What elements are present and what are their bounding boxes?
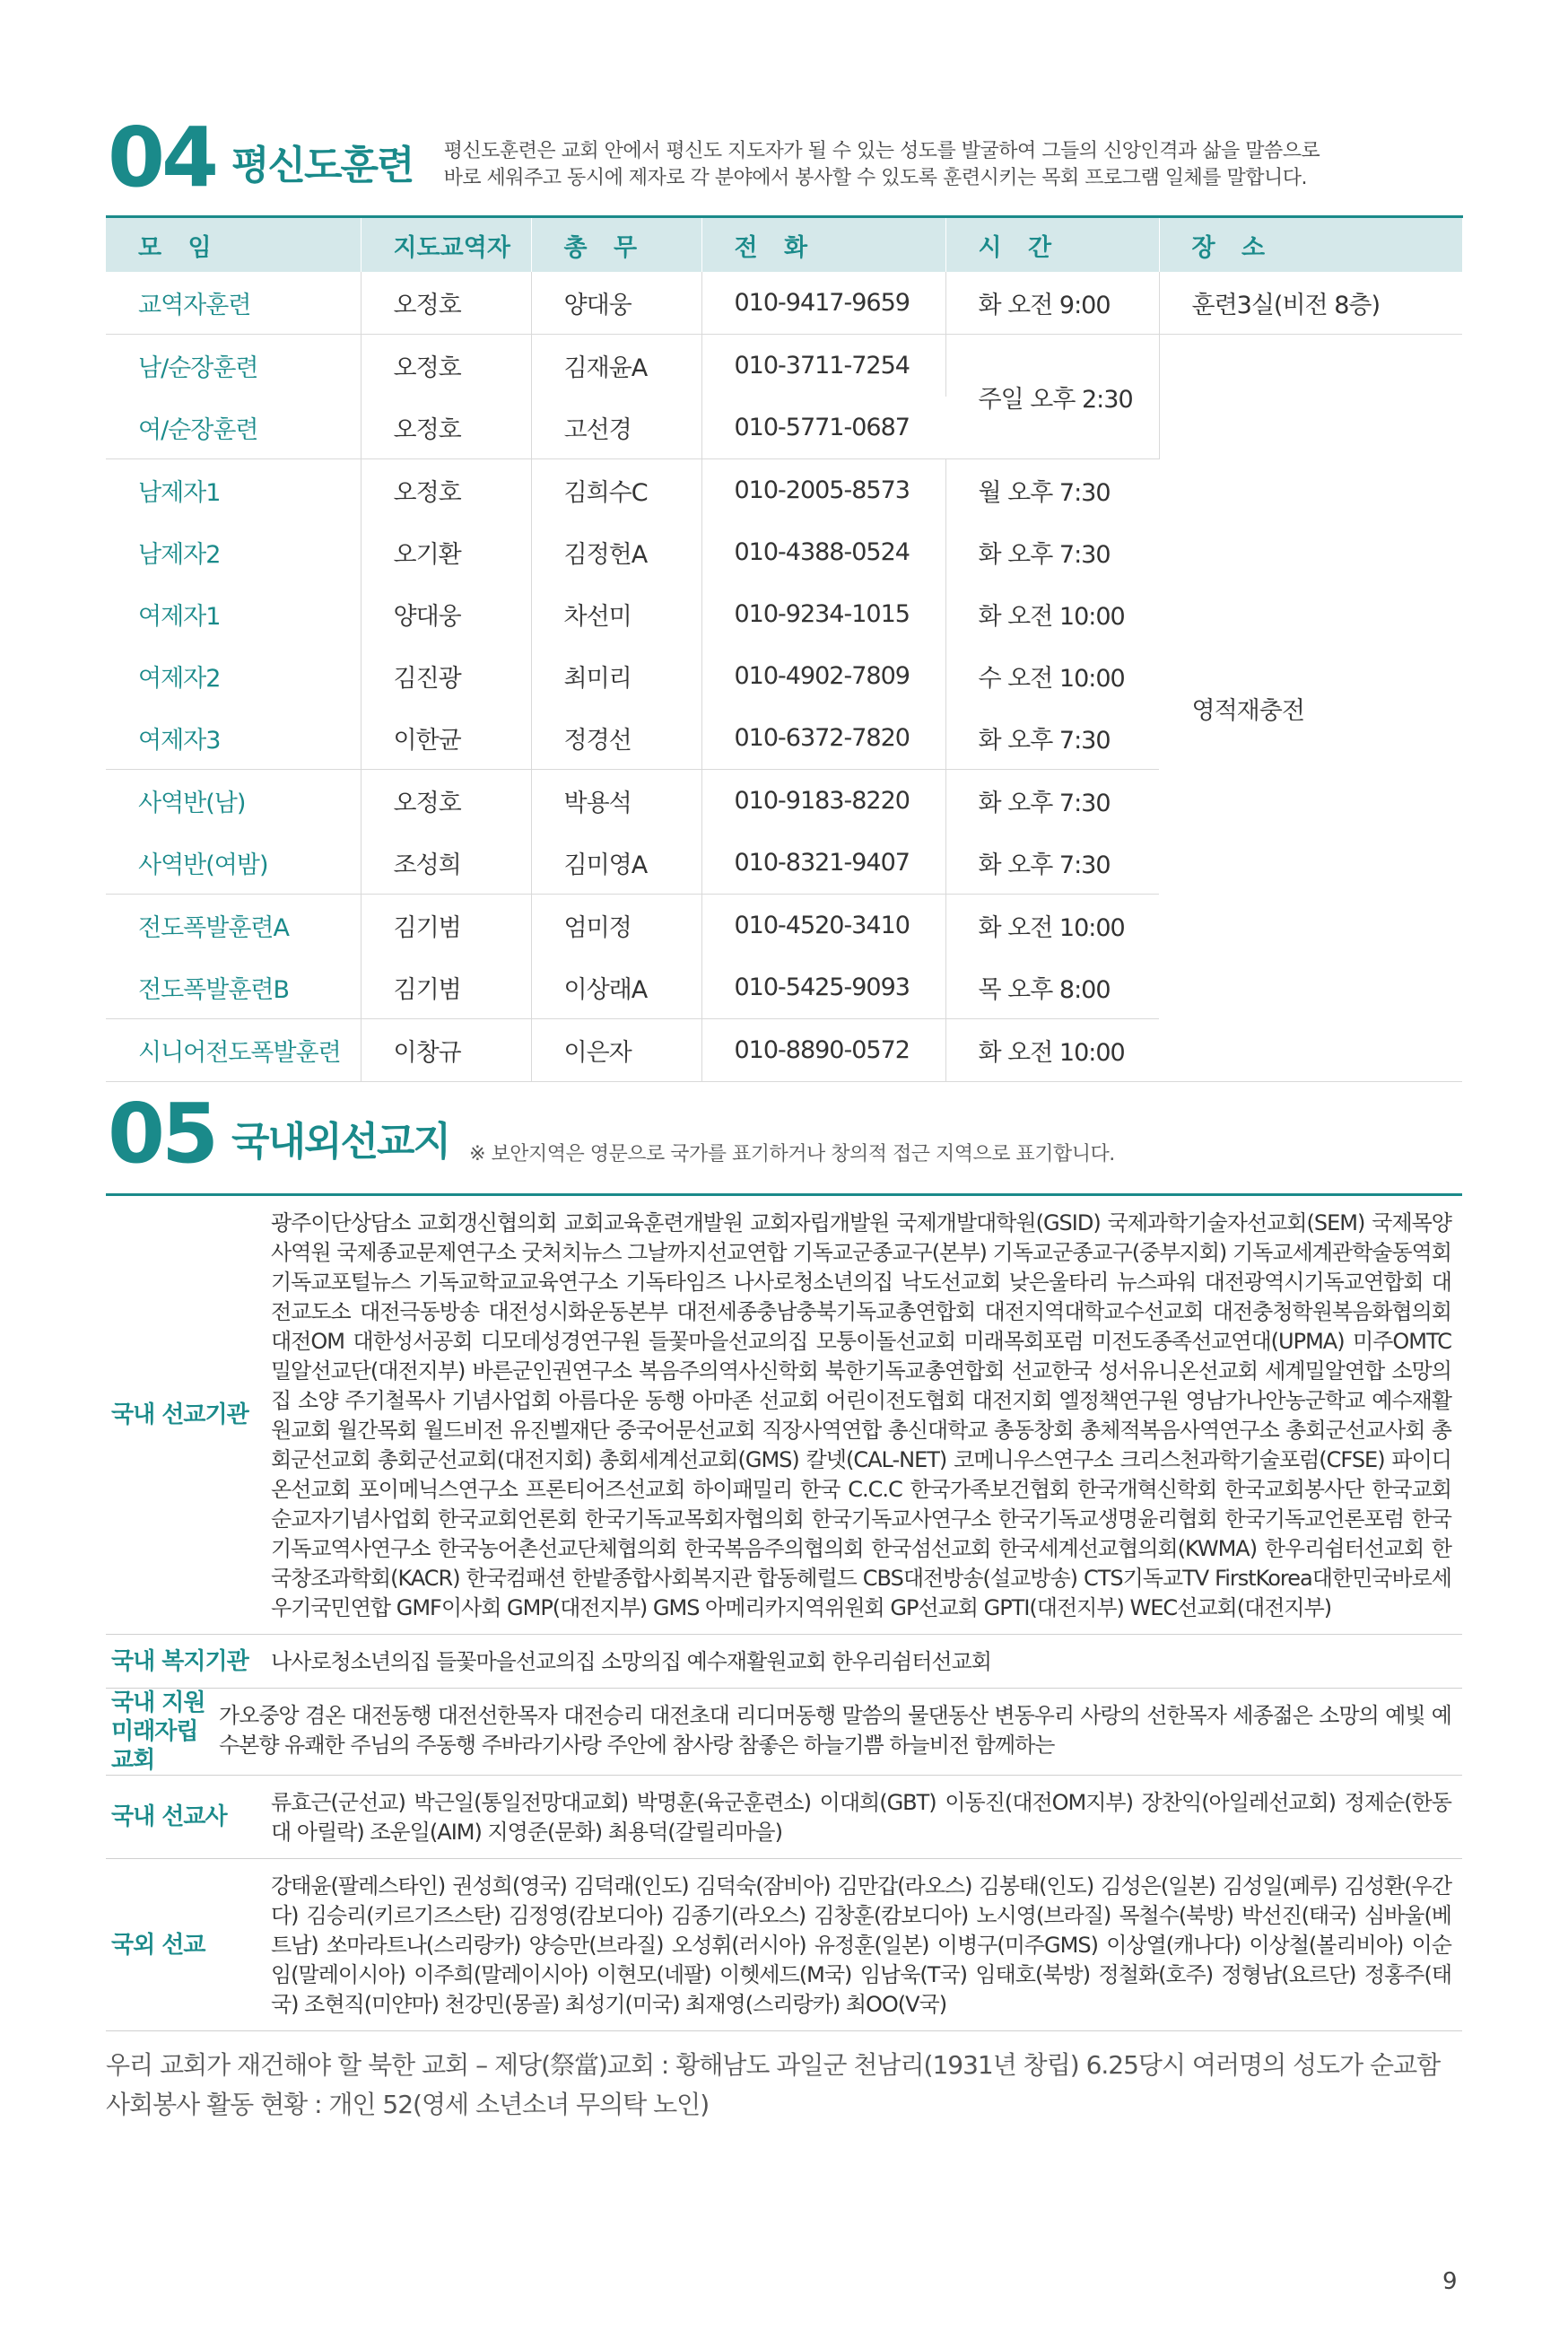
meeting-name: 남제자2 xyxy=(106,521,361,583)
mission-row xyxy=(106,1635,1462,1689)
phone-number: 010-4902-7809 xyxy=(701,645,945,707)
section-number: 04 xyxy=(108,109,216,205)
leader-name: 오정호 xyxy=(361,272,531,335)
meeting-name: 사역반(여밤) xyxy=(106,832,361,895)
phone-number: 010-5771-0687 xyxy=(701,397,945,459)
phone-number: 010-9183-8220 xyxy=(701,770,945,833)
meeting-time: 화 오전 10:00 xyxy=(945,1019,1159,1082)
mission-row xyxy=(106,1776,1462,1859)
meeting-time: 화 오후 7:30 xyxy=(945,707,1159,770)
phone-number: 010-6372-7820 xyxy=(701,707,945,770)
section-number: 05 xyxy=(108,1086,216,1182)
leader-name: 오정호 xyxy=(361,459,531,522)
header-location: 장 소 xyxy=(1159,217,1462,273)
training-table xyxy=(106,215,1463,1082)
manager-name: 박용석 xyxy=(531,770,701,833)
header-leader: 지도교역자 xyxy=(361,217,531,273)
mission-row xyxy=(106,1859,1462,2031)
header-time: 시 간 xyxy=(945,217,1159,273)
meeting-name: 남제자1 xyxy=(106,459,361,522)
table-header-row xyxy=(106,217,1462,273)
meeting-name: 남/순장훈련 xyxy=(106,335,361,397)
manager-name: 김희수C xyxy=(531,459,701,522)
leader-name: 오정호 xyxy=(361,770,531,833)
section-title: 국내외선교지 xyxy=(231,1119,450,1165)
meeting-time: 화 오전 10:00 xyxy=(978,603,1125,631)
page-number: 9 xyxy=(1442,2268,1458,2295)
footer-social-service: 사회봉사 활동 현황 : 개인 52(영세 소년소녀 무의탁 노인) xyxy=(106,2090,710,2119)
meeting-location: 훈련3실(비전 8층) xyxy=(1159,272,1462,335)
leader-name: 이한균 xyxy=(361,707,531,770)
mission-row xyxy=(106,1689,1462,1776)
manager-name: 이상래A xyxy=(531,956,701,1019)
mission-category-label: 국내 선교사 xyxy=(111,1803,227,1830)
leader-name: 김진광 xyxy=(361,645,531,707)
phone-number: 010-4520-3410 xyxy=(701,895,945,957)
phone-number: 010-9417-9659 xyxy=(701,272,945,335)
header-manager: 총 무 xyxy=(531,217,701,273)
meeting-name: 전도폭발훈련B xyxy=(106,956,361,1019)
leader-name: 김기범 xyxy=(361,956,531,1019)
meeting-time: 화 오전 10:00 xyxy=(978,914,1125,942)
meeting-name: 여제자3 xyxy=(106,707,361,770)
manager-name: 김정헌A xyxy=(531,521,701,583)
phone-number: 010-3711-7254 xyxy=(701,335,945,397)
meeting-time: 화 오전 9:00 xyxy=(945,272,1159,335)
section-05-header xyxy=(108,1086,1115,1182)
meeting-location: 영적재충전 xyxy=(1159,335,1462,1082)
meeting-name: 사역반(남) xyxy=(106,770,361,833)
mission-category-label: 국외 선교 xyxy=(111,1931,205,1959)
header-meeting: 모 임 xyxy=(106,217,361,273)
mission-category-list: 강태윤(팔레스타인) 권성희(영국) 김덕래(인도) 김덕숙(잠비아) 김만갑(라오스) 김봉태(인도) 김성은(일본) 김성일(페루) 김성환(우간다) 김승리(키르기즈스탄) 김정영(캄보디아) 김종기(라오스) 김창훈(캄보디아) 노시영(브라질) 목철수(북방) 박선진(태국) 심바울(베트남) 쏘마라트나(스리랑카) 양승만(브라질) 오성휘(러시아) 유정훈(일본) 이병구(미주GMS) 이상열(캐나다) 이상철(볼리비아) 이순임(말레이시아) 이주희(말레이시아) 이현모(네팔) 이헷세드(M국) 임남욱(T국) 임태호(북방) 정철화(호주) 정형남(요르단) 정홍주(태국) 조현직(미얀마) 천강민(몽골) 최성기(미국) 최재영(스리랑카) 최OO(V국) xyxy=(271,1873,1451,2017)
manager-name: 엄미정 xyxy=(531,895,701,957)
mission-category-list: 광주이단상담소 교회갱신협의회 교회교육훈련개발원 교회자립개발원 국제개발대학원(GSID) 국제과학기술자선교회(SEM) 국제목양사역원 국제종교문제연구소 굿처치뉴스 그날까지선교연합 기독교군종교구(본부) 기독교군종교구(중부지회) 기독교세계관학술동역회 기독교포털뉴스 기독교학교교육연구소 기독타임즈 나사로청소년의집 낙도선교회 낮은울타리 뉴스파워 대전광역시기독교연합회 대전교도소 대전극동방송 대전성시화운동본부 대전세종충남충북기독교총연합회 대전지역대학교수선교회 대전충청학원복음화협의회 대전OM 대한성서공회 디모데성경연구원 들꽃마을선교의집 모퉁이돌선교회 미래목회포럼 미전도종족선교연대(UPMA) 미주OMTC 밀알선교단(대전지부) 바른군인권연구소 복음주의역사신학회 북한기독교총연합회 선교한국 성서유니온선교회 세계밀알연합 소망의집 소양 주기철목사 기념사업회 아름다운 동행 아마존 선교회 어린이전도협회 대전지회 엘정책연구원 영남가나안농군학교 예수재활원교회 월간목회 월드비전 유진벨재단 중국어문선교회 직장사역연합 총신대학교 총동창회 총체적복음사역연구소 총회군선교사회 총회군선교회 총회군선교회(대전지회) 총회세계선교회(GMS) 칼넷(CAL-NET) 코메니우스연구소 크리스천과학기술포럼(CFSE) 파이디온선교회 포이메닉스연구소 프론티어즈선교회 하이패밀리 한국 C.C.C 한국가족보건협회 한국개혁신학회 한국교회봉사단 한국교회순교자기념사업회 한국교회언론회 한국기독교목회자협의회 한국기독교사연구소 한국기독교생명윤리협회 한국기독교언론포럼 한국기독교역사연구소 한국농어촌선교단체협의회 한국복음주의협의회 한국섬선교회 한국세계선교협의회(KWMA) 한우리쉼터선교회 한국창조과학회(KACR) 한국컴패션 한밭종합사회복지관 합동헤럴드 CBS대전방송(설교방송) CTS기독교TV FirstKorea대한민국바로세우기국민연합 GMF이사회 GMP(대전지부) GMS 아메리카지역위원회 GP선교회 GPTI(대전지부) WEC선교회(대전지부) xyxy=(271,1210,1451,1620)
phone-number: 010-4388-0524 xyxy=(701,521,945,583)
manager-name: 고선경 xyxy=(531,397,701,459)
meeting-time: 화 오후 7:30 xyxy=(978,541,1111,569)
phone-number: 010-5425-9093 xyxy=(701,956,945,1019)
manager-name: 양대웅 xyxy=(531,272,701,335)
manager-name: 김재윤A xyxy=(531,335,701,397)
meeting-name: 여제자2 xyxy=(106,645,361,707)
section-description: 평신도훈련은 교회 안에서 평신도 지도자가 될 수 있는 성도를 발굴하여 그들의 신앙인격과 삶을 말씀으로 바로 세워주고 동시에 제자로 각 분야에서 봉사할 수 있도록 훈련시키는 목회 프로그램 일체를 말합니다. xyxy=(443,140,1320,189)
phone-number: 010-8321-9407 xyxy=(701,832,945,895)
mission-category-label: 국내 복지기관 xyxy=(111,1647,248,1675)
leader-name: 이창규 xyxy=(361,1019,531,1082)
mission-category-list: 나사로청소년의집 들꽃마을선교의집 소망의집 예수재활원교회 한우리쉼터선교회 xyxy=(271,1649,991,1674)
leader-name: 조성희 xyxy=(361,832,531,895)
mission-list xyxy=(106,1193,1462,2031)
header-phone: 전 화 xyxy=(701,217,945,273)
meeting-time: 화 오후 7:30 xyxy=(945,832,1159,895)
meeting-name: 여/순장훈련 xyxy=(106,397,361,459)
meeting-name: 교역자훈련 xyxy=(106,272,361,335)
mission-category-label: 국내 선교기관 xyxy=(111,1401,248,1428)
mission-category-list: 류효근(군선교) 박근일(통일전망대교회) 박명훈(육군훈련소) 이대희(GBT) 이동진(대전OM지부) 장찬익(아일레선교회) 정제순(한동대 아릴락) 조운일(AIM) 지영준(문화) 최용덕(갈릴리마을) xyxy=(271,1790,1451,1845)
meeting-time: 주일 오후 2:30 xyxy=(945,335,1159,459)
phone-number: 010-2005-8573 xyxy=(701,459,945,522)
meeting-name: 전도폭발훈련A xyxy=(106,895,361,957)
meeting-time: 목 오후 8:00 xyxy=(945,956,1159,1019)
section-title: 평신도훈련 xyxy=(231,143,414,188)
footer-north-korea-church: 우리 교회가 재건해야 할 북한 교회 – 제당(祭當)교회 : 황해남도 과일군 천남리(1931년 창립) 6.25당시 여러명의 성도가 순교함 xyxy=(106,2050,1441,2080)
phone-number: 010-9234-1015 xyxy=(701,583,945,645)
mission-category-list: 가오중앙 겸온 대전동행 대전선한목자 대전승리 대전초대 리디머동행 말씀의 물댄동산 변동우리 사랑의 선한목자 세종젊은 소망의 예빛 예수본향 유쾌한 주님의 주동행 주바라기사랑 주안에 참사랑 참좋은 하늘기쁨 하늘비전 함께하는 xyxy=(219,1703,1451,1758)
manager-name: 정경선 xyxy=(531,707,701,770)
leader-name: 양대웅 xyxy=(361,583,531,645)
section-04-header xyxy=(108,109,1320,205)
leader-name: 오정호 xyxy=(361,397,531,459)
manager-name: 차선미 xyxy=(531,583,701,645)
table-row xyxy=(106,272,1462,335)
meeting-time: 수 오전 10:00 xyxy=(978,665,1125,693)
leader-name: 오기환 xyxy=(361,521,531,583)
mission-row xyxy=(106,1196,1462,1635)
manager-name: 김미영A xyxy=(531,832,701,895)
manager-name: 최미리 xyxy=(531,645,701,707)
meeting-time: 화 오후 7:30 xyxy=(978,790,1111,817)
manager-name: 이은자 xyxy=(531,1019,701,1082)
section-note: ※ 보안지역은 영문으로 국가를 표기하거나 창의적 접근 지역으로 표기합니다. xyxy=(469,1143,1115,1166)
meeting-name: 여제자1 xyxy=(106,583,361,645)
leader-name: 김기범 xyxy=(361,895,531,957)
phone-number: 010-8890-0572 xyxy=(701,1019,945,1082)
meeting-name: 시니어전도폭발훈련 xyxy=(106,1019,361,1082)
leader-name: 오정호 xyxy=(361,335,531,397)
table-row xyxy=(106,335,1462,397)
meeting-time: 월 오후 7:30 xyxy=(978,479,1111,507)
mission-category-label: 국내 지원 미래자립교회 xyxy=(111,1689,205,1774)
